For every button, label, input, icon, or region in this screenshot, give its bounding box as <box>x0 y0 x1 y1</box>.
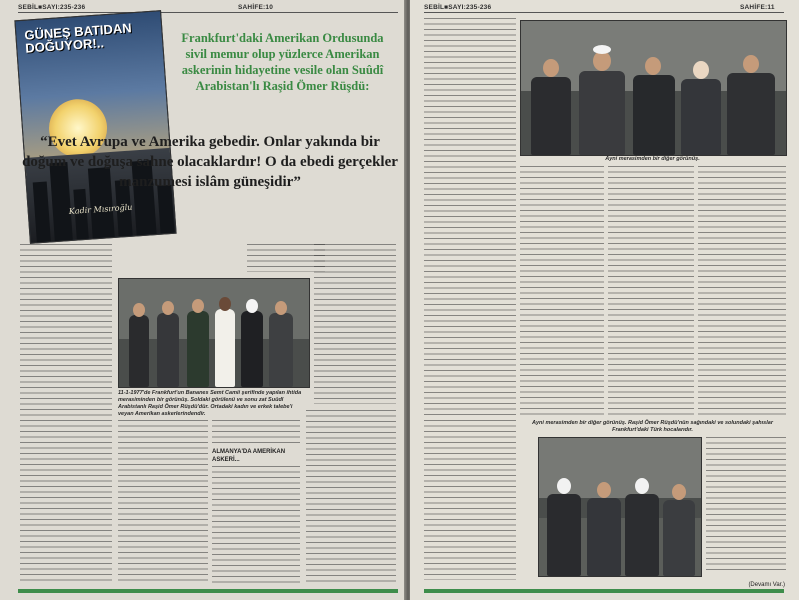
book-cover-image <box>14 10 176 244</box>
left-page-header-issue: SEBİL■SAYI:235-236 <box>18 4 86 11</box>
right-page-header-page: SAHİFE:11 <box>740 4 775 11</box>
footer-green-bar <box>424 589 784 593</box>
article-column-3-top <box>314 244 396 404</box>
article-column-2 <box>118 420 208 585</box>
photo-caption: 11-1-1977'de Frankfurt'un Bananes Semt Camii şerifinde yapılan ihtida merasiminden bir görünüş. Soldaki görülenü ve sonu zat Suûdî Arabistanlı Raşid Ömer Rüşdü'dür. Ortadaki kadın ve erkek talebe'i veyan Amerikan askerlerindendir. <box>118 390 302 417</box>
article-column-1 <box>424 150 516 415</box>
continued-note: (Devamı Var.) <box>748 582 785 588</box>
lead-paragraph: Frankfurt'daki Amerikan Ordusunda sivil memur olup yüzlerce Amerikan askerinin hidayetine vesile olan Suûdî Arabistan'lı Raşid Ömer Rüşdü: <box>181 31 384 93</box>
article-column-3 <box>608 166 694 416</box>
ceremony-photo-1 <box>520 20 787 156</box>
photo1-caption: Ayni merasimden bir diğer görünüş. <box>605 156 700 162</box>
cover-title: GÜNEŞ BATIDAN DOĞUYOR!.. <box>23 20 133 56</box>
article-column-1 <box>20 244 112 584</box>
article-column-1-top <box>424 18 516 146</box>
ceremony-photo-2 <box>538 437 702 577</box>
photo2-caption: Ayni merasimden bir diğer görünüş. Raşid Ömer Rüşdü'nün sağındaki ve solundaki şahıslar Frankfurt'daki Türk hocalarıdır. <box>532 420 773 433</box>
article-column-3 <box>212 420 300 445</box>
article-column-4 <box>306 410 396 585</box>
pull-quote: “Evet Avrupa ve Amerika gebedir. Onlar yakında bir doğum ve doğuşa sahne olacaklardır! O da ebedi gerçekler manzumesi islâm güneşidir” <box>22 134 398 190</box>
header-rule <box>18 12 398 13</box>
article-column-3b <box>212 466 300 584</box>
left-page-header-page: SAHİFE:10 <box>238 4 274 11</box>
cover-author: Kadir Mısıroğlu <box>68 202 133 217</box>
article-column-4 <box>698 166 786 416</box>
right-page-header-issue: SEBİL■SAYI:235-236 <box>424 4 492 11</box>
article-column-2 <box>520 166 604 416</box>
footer-green-bar <box>18 589 398 593</box>
right-page <box>410 0 799 600</box>
section-heading: ALMANYA'DA AMERİKAN ASKERİ... <box>212 449 286 463</box>
ceremony-photo <box>118 278 310 388</box>
article-column-1-bottom <box>424 420 516 580</box>
header-rule <box>424 12 784 13</box>
article-column-4-bottom <box>706 437 786 572</box>
